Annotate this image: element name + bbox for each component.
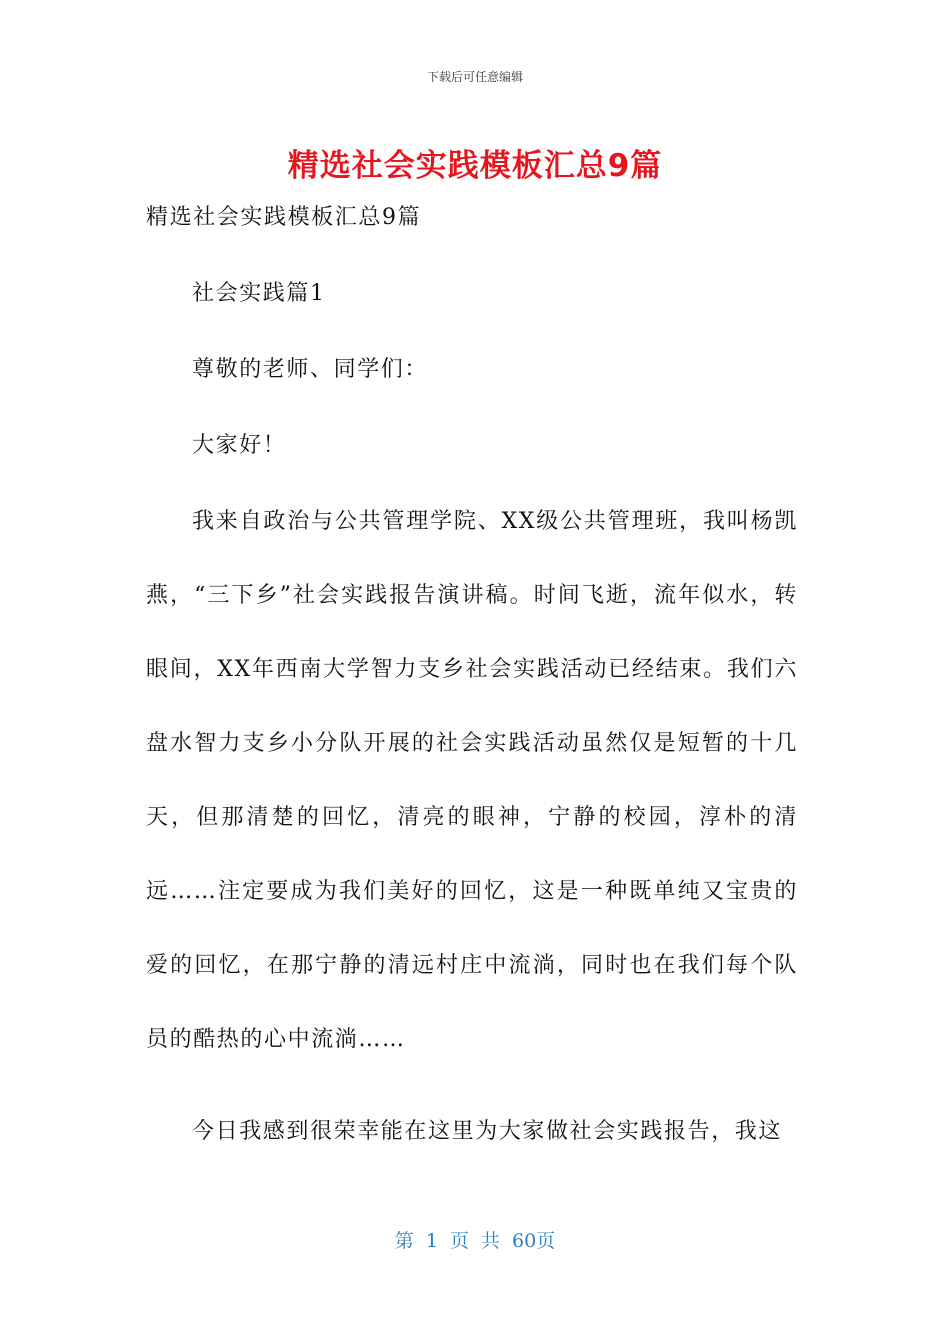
page-number-footer: 第 1 页 共 60页 bbox=[394, 1230, 556, 1252]
document-title: 精选社会实践模板汇总9篇 bbox=[287, 148, 663, 184]
body-paragraph-2: 今日我感到很荣幸能在这里为大家做社会实践报告，我这 bbox=[192, 1119, 783, 1144]
document-body bbox=[146, 198, 798, 1204]
page-header: 下载后可任意编辑 bbox=[426, 70, 523, 84]
document-subtitle: 精选社会实践模板汇总9篇 bbox=[146, 205, 422, 230]
greeting-line: 尊敬的老师、同学们： bbox=[192, 357, 429, 382]
salutation-line: 大家好！ bbox=[192, 433, 287, 458]
body-paragraph-1: 我来自政治与公共管理学院、XX级公共管理班，我叫杨凯燕，“三下乡”社会实践报告演讲稿。时间飞逝，流年似水，转眼间，XX年西南大学智力支乡社会实践活动已经结束。我们六盘水智力支乡小分队开展的社会实践活动虽然仅是短暂的十几天，但那清楚的回忆，清亮的眼神，宁静的校园，淳朴的清远……注定要成为我们美好的回忆，这是一种既单纯又宝贵的爱的回忆，在那宁静的清远村庄中流淌，同时也在我们每个队员的酷热的心中流淌…… bbox=[146, 509, 798, 1052]
section-heading: 社会实践篇1 bbox=[192, 281, 326, 306]
